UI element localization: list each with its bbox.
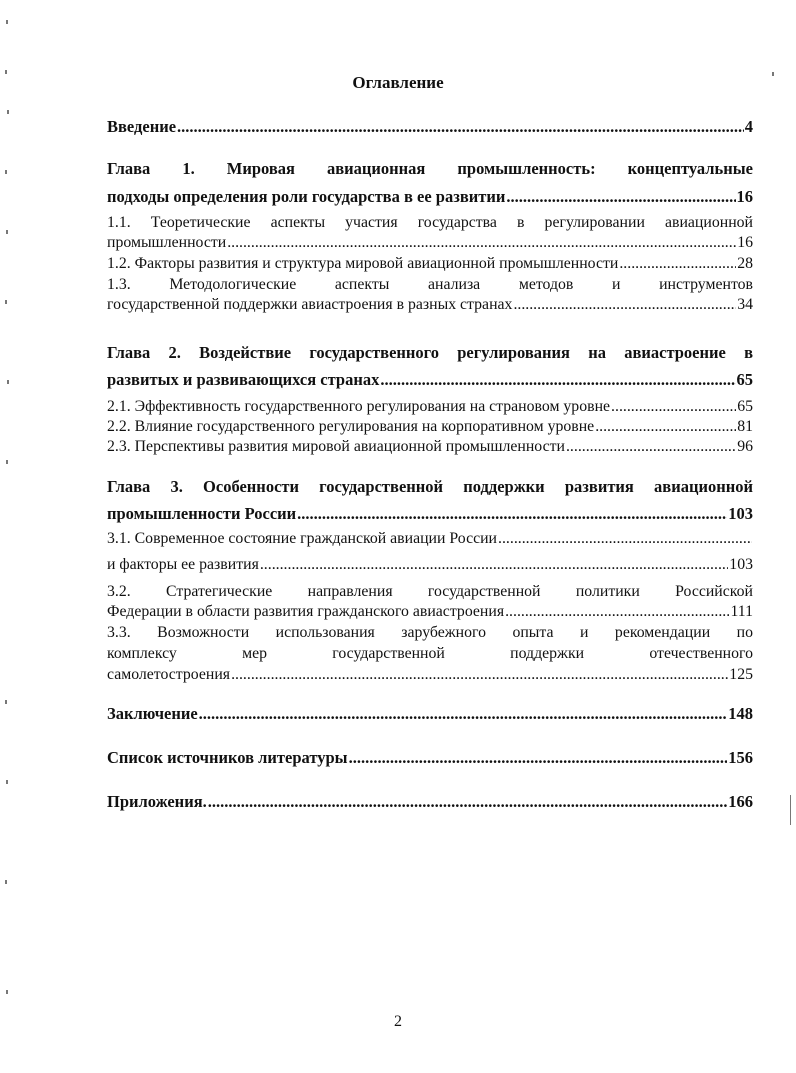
toc-entry-chapter-2[interactable] (107, 370, 753, 390)
toc-entry-chapter-2-line-1[interactable]: Глава 2. Воздействие государственного регулирования на авиастроение в (107, 343, 753, 362)
toc-entry-section-3-1-line-1[interactable] (107, 530, 753, 548)
scan-artifact (7, 380, 9, 384)
toc-entry-section-1-1-line-1[interactable]: 1.1. Теоретические аспекты участия государства в регулировании авиационной (107, 214, 753, 231)
toc-entry-label: 1.2. Факторы развития и структура мировой авиационной промышленности (107, 255, 619, 272)
toc-entry-label: Приложения. (107, 792, 207, 811)
toc-entry-section-2-3[interactable] (107, 438, 753, 456)
toc-page-number: 103 (729, 556, 753, 573)
toc-page-number: 28 (737, 255, 753, 272)
scan-artifact (5, 300, 7, 304)
scan-artifact (7, 110, 9, 114)
toc-entry-section-1-3[interactable] (107, 296, 753, 314)
dot-leader (611, 398, 736, 416)
toc-entry-chapter-1[interactable] (107, 187, 753, 207)
scan-artifact (772, 72, 774, 76)
dot-leader (513, 296, 736, 314)
toc-page-number: 65 (737, 398, 753, 415)
toc-page-number: 103 (728, 504, 753, 523)
dot-leader (231, 666, 728, 684)
toc-entry-chapter-3-line-1[interactable]: Глава 3. Особенности государственной поддержки развития авиационной (107, 477, 753, 496)
toc-entry-label: развитых и развивающихся странах (107, 370, 380, 389)
toc-entry-label: 2.3. Перспективы развития мировой авиационной промышленности (107, 438, 565, 455)
toc-entry-section-3-3-line-1[interactable]: 3.3. Возможности использования зарубежного опыта и рекомендации по (107, 624, 753, 641)
dot-leader (505, 603, 729, 621)
dot-leader (208, 792, 728, 812)
toc-page-number: 16 (736, 187, 753, 206)
toc-entry-label: подходы определения роли государства в ее развитии (107, 187, 506, 206)
toc-entry-label: Федерации в области развития гражданского авиастроения (107, 603, 505, 620)
toc-entry-label: промышленности России (107, 504, 297, 523)
dot-leader (227, 234, 736, 252)
scan-artifact (5, 170, 7, 174)
toc-page-number: 65 (736, 370, 753, 389)
toc-entry-section-3-2-line-1[interactable]: 3.2. Стратегические направления государственной политики Российской (107, 583, 753, 600)
toc-entry-label: государственной поддержки авиастроения в разных странах (107, 296, 513, 313)
toc-page-number: 16 (737, 234, 753, 251)
toc-entry-chapter-1-line-1[interactable]: Глава 1. Мировая авиационная промышленность: концептуальные (107, 159, 753, 178)
toc-entry-label: 3.1. Современное состояние гражданской авиации России (107, 530, 498, 547)
scan-artifact (5, 880, 7, 884)
dot-leader (297, 504, 727, 524)
toc-entry-chapter-3[interactable] (107, 504, 753, 524)
toc-entry-section-3-2[interactable] (107, 603, 753, 621)
toc-entry-section-1-2[interactable] (107, 255, 753, 273)
toc-entry-section-3-3[interactable] (107, 666, 753, 684)
dot-leader (595, 418, 736, 436)
dot-leader (566, 438, 736, 456)
toc-entry-section-1-1[interactable] (107, 234, 753, 252)
toc-page-number: 156 (728, 748, 753, 767)
scan-artifact (6, 20, 8, 24)
scan-artifact (6, 990, 8, 994)
scan-artifact (6, 460, 8, 464)
toc-entry-section-3-3-line-2[interactable]: комплексу мер государственной поддержки отечественного (107, 645, 753, 662)
dot-leader (506, 187, 735, 207)
toc-entry-label: Введение (107, 117, 177, 136)
scan-artifact (790, 795, 791, 825)
toc-entry-appendix[interactable] (107, 792, 753, 812)
dot-leader (619, 255, 736, 273)
toc-entry-section-1-3-line-1[interactable]: 1.3. Методологические аспекты анализа методов и инструментов (107, 276, 753, 293)
toc-entry-section-2-1[interactable] (107, 398, 753, 416)
dot-leader (498, 530, 752, 548)
toc-entry-label: самолетостроения (107, 666, 231, 683)
page-number: 2 (394, 1013, 402, 1030)
dot-leader (260, 556, 728, 574)
scan-artifact (6, 230, 8, 234)
toc-entry-label: Список источников литературы (107, 748, 348, 767)
scan-artifact (5, 70, 7, 74)
toc-entry-label: Заключение (107, 704, 198, 723)
toc-page-number: 34 (737, 296, 753, 313)
toc-entry-introduction[interactable] (107, 117, 753, 137)
toc-entry-conclusion[interactable] (107, 704, 753, 724)
toc-page-number: 96 (737, 438, 753, 455)
toc-entry-section-3-1[interactable] (107, 556, 753, 574)
dot-leader (380, 370, 735, 390)
toc-page-number: 148 (728, 704, 753, 723)
toc-page-number: 166 (728, 792, 753, 811)
toc-title: Оглавление (352, 73, 444, 92)
toc-entry-label: промышленности (107, 234, 227, 251)
toc-entry-label: 2.1. Эффективность государственного регулирования на страновом уровне (107, 398, 611, 415)
dot-leader (349, 748, 728, 768)
dot-leader (199, 704, 728, 724)
toc-page-number: 81 (737, 418, 753, 435)
toc-entry-label: и факторы ее развития (107, 556, 259, 573)
toc-entry-section-2-2[interactable] (107, 418, 753, 436)
scan-artifact (6, 780, 8, 784)
toc-page-number: 125 (729, 666, 753, 683)
toc-entry-label: 2.2. Влияние государственного регулирования на корпоративном уровне (107, 418, 595, 435)
scan-artifact (5, 700, 7, 704)
dot-leader (177, 117, 744, 137)
toc-entry-sources[interactable] (107, 748, 753, 768)
toc-page-number: 111 (730, 603, 753, 620)
toc-page-number: 4 (744, 117, 753, 136)
